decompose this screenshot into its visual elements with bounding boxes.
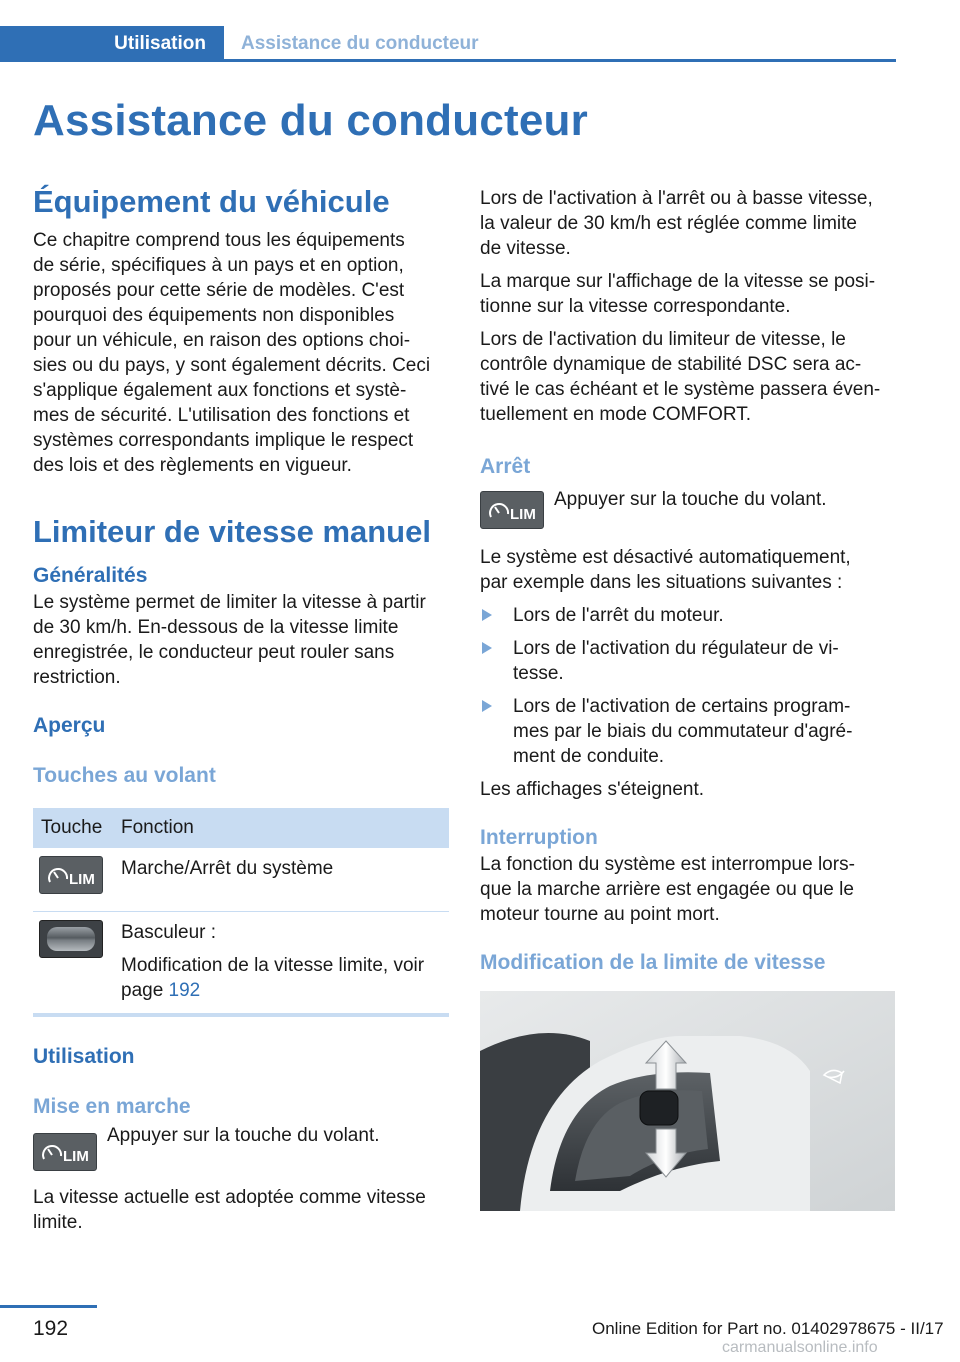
section-title-equipment: Équipement du véhicule [33, 184, 390, 219]
start-text: Appuyer sur la touche du volant. [107, 1125, 380, 1146]
text-line: Lors de l'activation du régulateur de vi- [513, 638, 839, 659]
text-line: pourquoi des équipements non disponibles [33, 305, 395, 326]
marker-paragraph [480, 269, 896, 319]
left-column [33, 182, 449, 1235]
text-line: Lors de l'activation du limiteur de vitesse, le [480, 329, 846, 350]
text-line: tesse. [513, 663, 564, 684]
auto-off-list [480, 603, 896, 769]
edition-info: Online Edition for Part no. 01402978675 - II/17 [592, 1319, 944, 1338]
text-line: de série, spécifiques à un pays et en option, [33, 255, 404, 276]
text-line: mes par le biais du commutateur d'agré- [513, 721, 853, 742]
general-paragraph [33, 590, 449, 690]
bullet-triangle-icon [482, 700, 492, 712]
text-line: Lors de l'activation de certains program- [513, 696, 851, 717]
equipment-paragraph [33, 228, 449, 478]
stop-instruction [480, 485, 896, 533]
text-line: contrôle dynamique de stabilité DSC sera ac- [480, 354, 862, 375]
bullet-triangle-icon [482, 609, 492, 621]
interruption-paragraph [480, 852, 896, 927]
table-header-row [33, 808, 449, 848]
text-line: des lois et des règlements en vigueur. [33, 455, 352, 476]
text-line: enregistrée, le conducteur peut rouler sans [33, 642, 395, 663]
text-line: La fonction du système est interrompue lors- [480, 854, 855, 875]
section-title-limiter: Limiteur de vitesse manuel [33, 514, 431, 549]
table-row [33, 912, 449, 1016]
steering-keys-table [33, 808, 449, 1017]
watermark: carmanualsonline.info [722, 1339, 878, 1356]
text-line: que la marche arrière est engagée ou que le [480, 879, 854, 900]
subsection-title-stop: Arrêt [480, 455, 531, 478]
text-line [121, 978, 449, 1003]
text-line: Le système est désactivé automatiquement, [480, 547, 851, 568]
page-title: Assistance du conducteur [33, 96, 588, 145]
text-line: pour un véhicule, en raison des options choi- [33, 330, 411, 351]
subsection-title-interruption: Interruption [480, 826, 598, 849]
activation-paragraph [480, 186, 896, 261]
table-cell-key [33, 912, 113, 1016]
page-number: 192 [33, 1317, 69, 1340]
subsection-title-modify: Modification de la limite de vitesse [480, 951, 826, 974]
table-row [33, 848, 449, 912]
right-column [480, 186, 896, 1211]
lim-label: LIM [510, 506, 536, 523]
lim-button-icon [480, 491, 544, 529]
dsc-paragraph [480, 327, 896, 427]
text-line: mes de sécurité. L'utilisation des fonctions et [33, 405, 410, 426]
subsection-title-overview: Aperçu [33, 714, 106, 737]
rocker-switch-icon [39, 920, 103, 958]
text-line: de vitesse. [480, 238, 571, 259]
text-line: Lors de l'arrêt du moteur. [513, 605, 724, 626]
page-link[interactable]: 192 [168, 980, 201, 1001]
subsection-title-start: Mise en marche [33, 1095, 191, 1118]
text-line: ment de conduite. [513, 746, 665, 767]
text-line: restriction. [33, 667, 121, 688]
list-item [480, 636, 896, 686]
text-line: tivé le cas échéant et le système passera éven- [480, 379, 881, 400]
stop-text: Appuyer sur la touche du volant. [554, 489, 827, 510]
table-cell-function: Marche/Arrêt du système [113, 848, 449, 912]
auto-off-paragraph [480, 545, 896, 595]
lim-label: LIM [69, 871, 95, 888]
bullet-triangle-icon [482, 642, 492, 654]
text-line: tuellement en mode COMFORT. [480, 404, 752, 425]
text-line: La vitesse actuelle est adoptée comme vitesse [33, 1187, 426, 1208]
text-line: limite. [33, 1212, 83, 1233]
text-line: s'applique également aux fonctions et systè- [33, 380, 407, 401]
steering-wheel-illustration [480, 991, 895, 1211]
table-header-key: Touche [33, 808, 113, 848]
text-line: sies ou du pays, y sont également décrits. Ceci [33, 355, 431, 376]
lim-button-icon [39, 856, 103, 894]
text-line: par exemple dans les situations suivantes : [480, 572, 843, 593]
text-line: tionne sur la vitesse correspondante. [480, 296, 791, 317]
subsection-title-keys: Touches au volant [33, 764, 216, 787]
text-fragment: page [121, 980, 169, 1001]
lim-button-icon [33, 1133, 97, 1171]
running-header [0, 26, 896, 62]
header-tab-utilisation[interactable]: Utilisation [0, 26, 224, 62]
text-line: Modification de la vitesse limite, voir [121, 955, 425, 976]
table-cell-function [113, 912, 449, 1016]
header-rule [0, 59, 896, 62]
list-item [480, 694, 896, 769]
text-line: proposés pour cette série de modèles. C'est [33, 280, 405, 301]
lim-label: LIM [63, 1148, 89, 1165]
text-line: Le système permet de limiter la vitesse à partir [33, 592, 426, 613]
text-line: de 30 km/h. En-dessous de la vitesse limite [33, 617, 399, 638]
header-tab-assistance[interactable]: Assistance du conducteur [241, 33, 479, 54]
table-header-function: Fonction [113, 808, 449, 848]
text-line: Basculeur : [121, 922, 217, 943]
text-line: Lors de l'activation à l'arrêt ou à basse vitesse, [480, 188, 873, 209]
text-line: la valeur de 30 km/h est réglée comme limite [480, 213, 857, 234]
text-line: moteur tourne au point mort. [480, 904, 720, 925]
footer-rule [0, 1305, 97, 1308]
displays-off-text: Les affichages s'éteignent. [480, 779, 705, 800]
steering-wheel-drawing [480, 991, 895, 1211]
start-after-paragraph [33, 1185, 449, 1235]
start-instruction [33, 1123, 449, 1175]
table-cell-key [33, 848, 113, 912]
subsection-title-general: Généralités [33, 564, 148, 587]
subsection-title-use: Utilisation [33, 1045, 135, 1068]
list-item [480, 603, 896, 628]
text-line: systèmes correspondants implique le respect [33, 430, 414, 451]
text-line: La marque sur l'affichage de la vitesse se posi- [480, 271, 876, 292]
text-line: Ce chapitre comprend tous les équipements [33, 230, 405, 251]
